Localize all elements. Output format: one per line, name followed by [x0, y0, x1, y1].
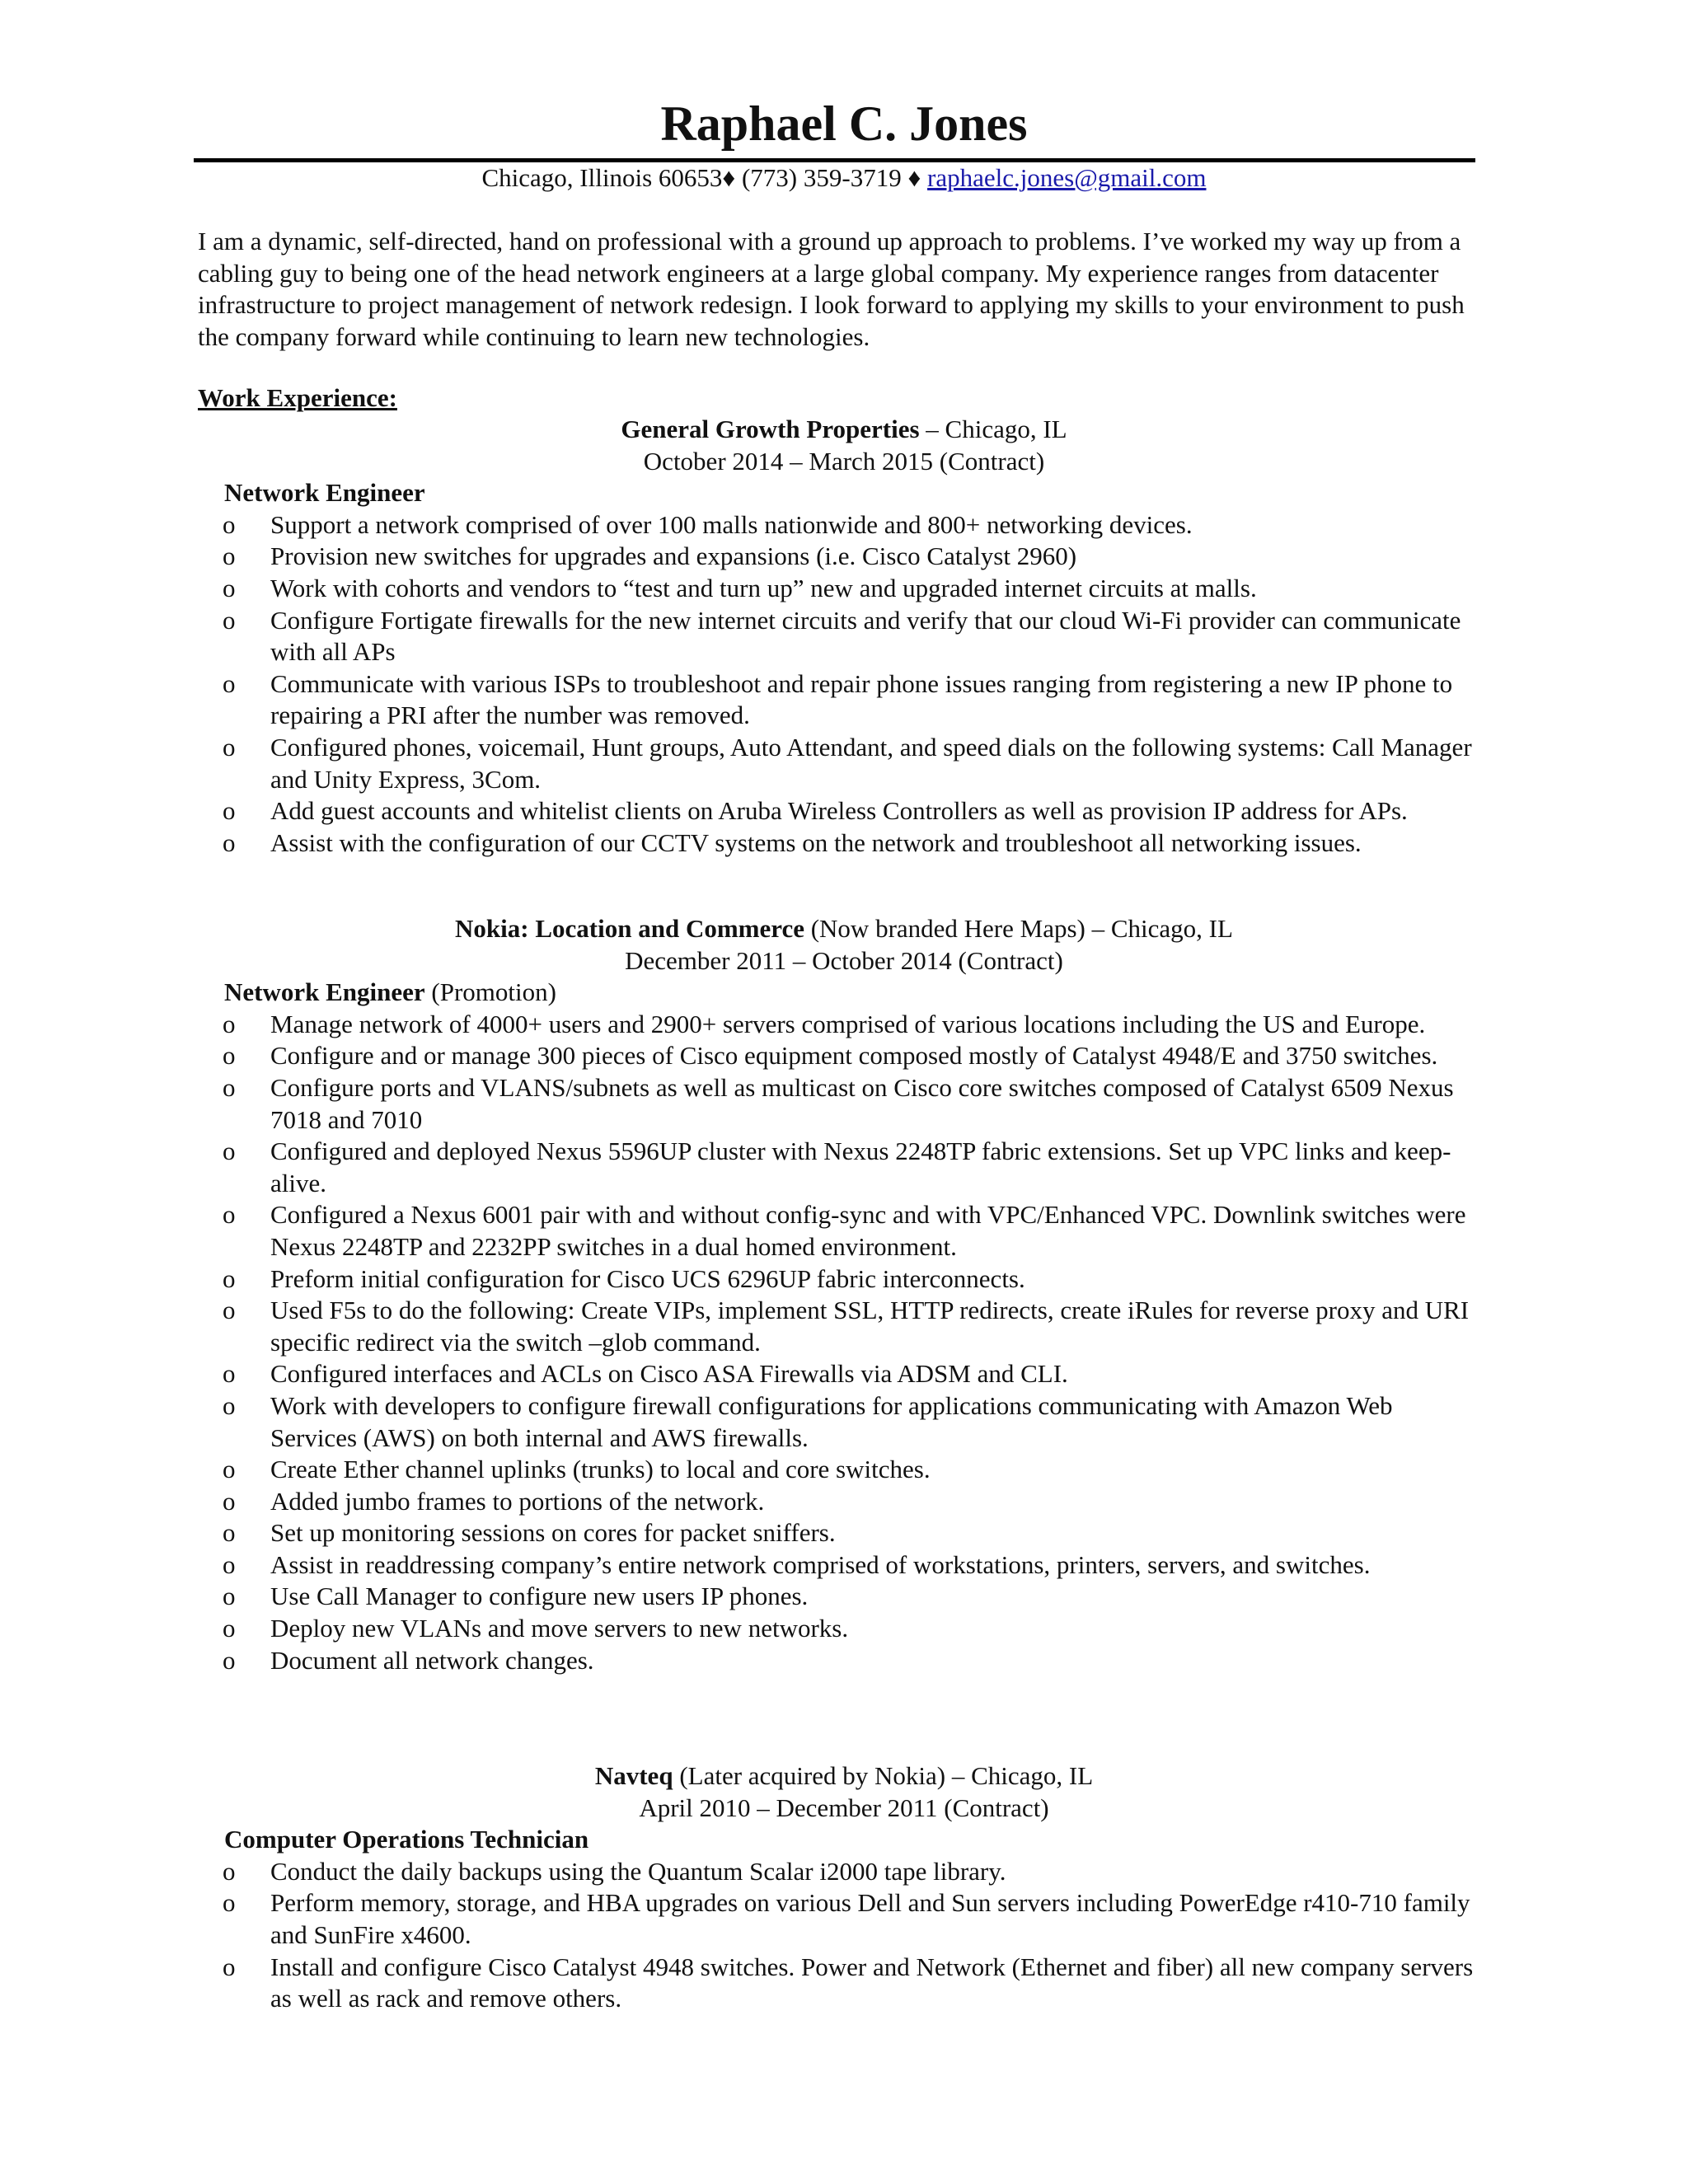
list-item: [0, 795, 1482, 827]
job-dates: April 2010 – December 2011 (Contract): [639, 1793, 1049, 1822]
bullet-circle-icon: o: [223, 1549, 236, 1579]
bullet-circle-icon: o: [223, 668, 236, 698]
contact-line: [0, 162, 1688, 194]
job-location: – Chicago, IL: [1085, 914, 1233, 943]
section-title-work-experience: Work Experience:: [198, 383, 397, 412]
job-title: Computer Operations Technician: [224, 1825, 589, 1854]
list-item-text: Perform memory, storage, and HBA upgrades on various Dell and Sun servers including PowerEdge r410-710 family and SunFire x4600.: [270, 1888, 1470, 1949]
list-item: [0, 1040, 1482, 1072]
list-item: [0, 732, 1482, 795]
list-item-text: Conduct the daily backups using the Quantum Scalar i2000 tape library.: [270, 1856, 1006, 1886]
list-item-text: Preform initial configuration for Cisco UCS 6296UP fabric interconnects.: [270, 1263, 1025, 1293]
list-item: [0, 1136, 1482, 1199]
contact-phone: (773) 359-3719: [741, 163, 902, 192]
bullet-circle-icon: o: [223, 605, 236, 635]
list-item: [0, 1454, 1482, 1486]
list-item-text: Assist in readdressing company’s entire network comprised of workstations, printers, servers, and switches.: [270, 1549, 1371, 1579]
list-item: [0, 605, 1482, 668]
bullet-circle-icon: o: [223, 1888, 236, 1918]
list-item-text: Deploy new VLANs and move servers to new networks.: [270, 1614, 849, 1643]
list-item: [0, 1009, 1482, 1041]
candidate-name: Raphael C. Jones: [660, 96, 1028, 151]
list-item: [0, 1295, 1482, 1358]
bullet-circle-icon: o: [223, 1137, 236, 1166]
contact-location: Chicago, Illinois 60653: [481, 163, 723, 192]
job-bullet-list: [0, 1856, 1688, 2015]
job-title-line: [224, 977, 1688, 1009]
list-item: [0, 1517, 1482, 1549]
list-item-text: Manage network of 4000+ users and 2900+ servers comprised of various locations including the US and Europe.: [270, 1009, 1426, 1038]
bullet-circle-icon: o: [223, 1518, 236, 1548]
job-bullet-list: [0, 509, 1688, 860]
bullet-circle-icon: o: [223, 796, 236, 826]
diamond-separator-icon: ♦: [901, 163, 928, 192]
job-location: – Chicago, IL: [919, 415, 1067, 443]
list-item-text: Create Ether channel uplinks (trunks) to local and core switches.: [270, 1455, 931, 1484]
job-company: Navteq: [594, 1761, 673, 1790]
job-bullet-list: [0, 1009, 1688, 1676]
list-item-text: Work with developers to configure firewall configurations for applications communicating with Amazon Web Services (AWS) on both internal and AWS firewalls.: [270, 1390, 1393, 1452]
job-company-note: (Now branded Here Maps): [804, 914, 1085, 943]
list-item-text: Configure ports and VLANS/subnets as well as multicast on Cisco core switches composed of Catalyst 6509 Nexus 7018 and 7010: [270, 1072, 1454, 1134]
list-item: [0, 668, 1482, 732]
job-title: Network Engineer: [224, 977, 425, 1007]
bullet-circle-icon: o: [223, 573, 236, 602]
job-general-growth-properties: [0, 414, 1688, 859]
bullet-circle-icon: o: [223, 1582, 236, 1611]
list-item-text: Used F5s to do the following: Create VIPs, implement SSL, HTTP redirects, create iRules for reverse proxy and URI specific redirect via the switch –glob command.: [270, 1296, 1470, 1357]
list-item: [0, 1613, 1482, 1645]
job-nokia-location-and-commerce: [0, 913, 1688, 1676]
diamond-separator-icon: ♦: [722, 163, 742, 192]
job-title: Network Engineer: [224, 478, 425, 508]
bullet-circle-icon: o: [223, 1486, 236, 1516]
job-location: – Chicago, IL: [945, 1761, 1094, 1790]
bullet-circle-icon: o: [223, 1614, 236, 1643]
bullet-circle-icon: o: [223, 1645, 236, 1675]
list-item: [0, 1887, 1482, 1951]
bullet-circle-icon: o: [223, 732, 236, 762]
bullet-circle-icon: o: [223, 1009, 236, 1038]
job-company-line: [0, 414, 1688, 446]
bullet-circle-icon: o: [223, 1390, 236, 1420]
list-item: [0, 1263, 1482, 1296]
bullet-circle-icon: o: [223, 1952, 236, 1981]
bullet-circle-icon: o: [223, 827, 236, 857]
list-item: [0, 1952, 1482, 2015]
contact-email-link[interactable]: raphaelc.jones@gmail.com: [927, 163, 1207, 192]
bullet-circle-icon: o: [223, 1263, 236, 1293]
list-item: [0, 1358, 1482, 1390]
job-title-note: (Promotion): [424, 977, 556, 1007]
list-item: [0, 573, 1482, 605]
list-item-text: Add guest accounts and whitelist clients on Aruba Wireless Controllers as well as provision IP address for APs.: [270, 796, 1408, 826]
job-dates: December 2011 – October 2014 (Contract): [625, 945, 1063, 975]
bullet-circle-icon: o: [223, 1856, 236, 1886]
list-item-text: Configured a Nexus 6001 pair with and without config-sync and with VPC/Enhanced VPC. Downlink switches were Nexus 2248TP and 2232PP switches in a dual homed environment.: [270, 1200, 1466, 1261]
list-item: [0, 1390, 1482, 1454]
bullet-circle-icon: o: [223, 1296, 236, 1325]
list-item-text: Set up monitoring sessions on cores for packet sniffers.: [270, 1518, 836, 1548]
job-title-line: [224, 477, 1688, 509]
job-dates: October 2014 – March 2015 (Contract): [643, 446, 1045, 476]
list-item-text: Support a network comprised of over 100 malls nationwide and 800+ networking devices.: [270, 509, 1193, 539]
list-item: [0, 1645, 1482, 1677]
list-item-text: Work with cohorts and vendors to “test and turn up” new and upgraded internet circuits at malls.: [270, 573, 1257, 602]
bullet-circle-icon: o: [223, 541, 236, 571]
job-company: General Growth Properties: [621, 415, 920, 443]
list-item: [0, 1199, 1482, 1263]
list-item: [0, 509, 1482, 541]
list-item-text: Configure and or manage 300 pieces of Cisco equipment composed mostly of Catalyst 4948/E and 3750 switches.: [270, 1041, 1438, 1071]
list-item-text: Assist with the configuration of our CCTV systems on the network and troubleshoot all networking issues.: [270, 827, 1362, 857]
job-company-line: [0, 913, 1688, 945]
list-item-text: Configured phones, voicemail, Hunt groups, Auto Attendant, and speed dials on the following systems: Call Manager and Unity Express, 3Com.: [270, 732, 1472, 794]
list-item-text: Added jumbo frames to portions of the network.: [270, 1486, 765, 1516]
list-item-text: Configure Fortigate firewalls for the new internet circuits and verify that our cloud Wi-Fi provider can communicate with all APs: [270, 605, 1461, 667]
list-item-text: Configured interfaces and ACLs on Cisco ASA Firewalls via ADSM and CLI.: [270, 1359, 1068, 1389]
professional-summary: I am a dynamic, self-directed, hand on professional with a ground up approach to problems. I’ve worked my way up from a cabling guy to being one of the head network engineers at a large global company. My experience ranges from datacenter infrastructure to project management of network redesign. I look forward to applying my skills to your environment to push the company forward while continuing to learn new technologies.: [198, 227, 1465, 351]
list-item-text: Install and configure Cisco Catalyst 4948 switches. Power and Network (Ethernet and fiber) all new company servers as well as rack and remove others.: [270, 1952, 1474, 2013]
bullet-circle-icon: o: [223, 1072, 236, 1102]
list-item: [0, 1549, 1482, 1582]
job-company-note: (Later acquired by Nokia): [673, 1761, 946, 1790]
list-item-text: Provision new switches for upgrades and expansions (i.e. Cisco Catalyst 2960): [270, 541, 1077, 571]
list-item: [0, 1486, 1482, 1518]
bullet-circle-icon: o: [223, 1455, 236, 1484]
bullet-circle-icon: o: [223, 509, 236, 539]
bullet-circle-icon: o: [223, 1359, 236, 1389]
list-item: [0, 1072, 1482, 1136]
list-item: [0, 1581, 1482, 1613]
bullet-circle-icon: o: [223, 1041, 236, 1071]
list-item-text: Document all network changes.: [270, 1645, 594, 1675]
job-company-line: [0, 1760, 1688, 1793]
job-title-line: [224, 1824, 1688, 1856]
job-navteq: [0, 1760, 1688, 2015]
bullet-circle-icon: o: [223, 1200, 236, 1230]
list-item-text: Use Call Manager to configure new users IP phones.: [270, 1582, 809, 1611]
list-item: [0, 827, 1482, 860]
list-item: [0, 1856, 1482, 1888]
list-item-text: Configured and deployed Nexus 5596UP cluster with Nexus 2248TP fabric extensions. Set up VPC links and keep-alive.: [270, 1137, 1451, 1197]
list-item-text: Communicate with various ISPs to troubleshoot and repair phone issues ranging from registering a new IP phone to repairing a PRI after the number was removed.: [270, 668, 1453, 730]
job-company: Nokia: Location and Commerce: [455, 914, 804, 943]
list-item: [0, 541, 1482, 573]
